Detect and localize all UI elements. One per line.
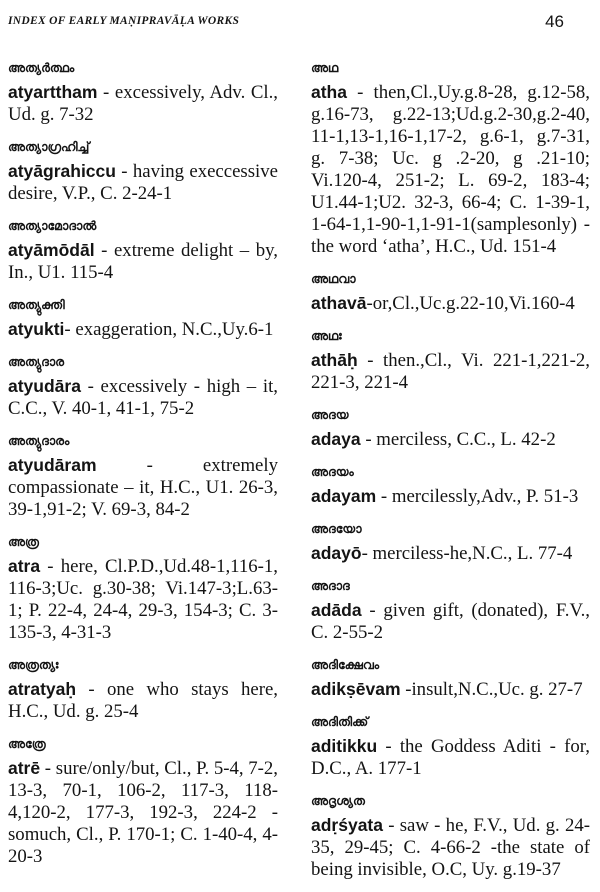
entry-definition [8,757,278,868]
definition-text: - saw - he, F.V., Ud. g. 24-35, 29-45; C. 4-66-2 -the state of being invisible, O.C, Uy. g.19-37 [311,815,590,880]
transliterated-term: atyukti [8,319,65,339]
transliterated-term: adāda [311,600,362,620]
definition-text: - having execcessive desire, V.P., C. 2-24-1 [8,161,278,204]
entry-definition [311,542,590,565]
dictionary-entry [8,58,278,126]
dictionary-entry [311,712,590,780]
malayalam-headword: അഥ [311,60,339,75]
entry-definition [8,454,278,521]
definition-text: - the Goddess Aditi - for, D.C., A. 177-1 [311,736,590,779]
entry-definition [311,814,590,881]
transliterated-term: atratyaḥ [8,679,77,699]
malayalam-headword: അദൃശ്യത [311,793,365,808]
definition-text: - merciless, C.C., L. 42-2 [360,429,556,450]
definition-text: - exaggeration, N.C.,Uy.6-1 [64,319,274,340]
entry-definition [8,239,278,284]
malayalam-headword: അദിക്ഷേവം [311,657,380,672]
definition-text: - excessively - high – it, C.C., V. 40-1, 41-1, 75-2 [8,376,278,419]
dictionary-entry [311,58,590,258]
left-column [8,58,278,879]
definition-text: -insult,N.C.,Uc. g. 27-7 [400,679,583,700]
definition-text: - merciless-he,N.C., L. 77-4 [361,543,573,564]
page-number: 46 [545,12,564,31]
dictionary-entry [8,655,278,723]
definition-text: - one who stays here, H.C., Ud. g. 25-4 [8,679,278,722]
transliterated-term: athavā [311,293,367,313]
transliterated-term: adṛśyata [311,815,383,835]
entry-definition [8,375,278,420]
dictionary-entry [311,791,590,881]
running-title: INDEX OF EARLY MAṆIPRAVĀḶA WORKS [8,15,240,27]
definition-text: - here, Cl.P.D.,Ud.48-1,116-1, 116-3;Uc. g.30-38; Vi.147-3;L.63-1; P. 22-4, 24-4, 29-3, 154-3; C. 3-135-3, 4-31-3 [8,556,278,643]
definition-text: - sure/only/but, Cl., P. 5-4, 7-2, 13-3, 70-1, 106-2, 117-3, 118-4,120-2, 177-3, 192-3, 224-2 -somuch, Cl., P. 170-1; C. 1-40-4, 4-20-3 [8,758,279,867]
entry-definition [8,678,278,723]
definition-text: - then,Cl.,Uy.g.8-28, g.12-58, g.16-73, g.22-13;Ud.g.2-30,g.2-40, 11-1,13-1,16-1,17-2, g.6-1, g.7-31, g. 7-38; Uc. g .2-20, g .21-10; Vi.120-4, 251-2; L. 69-2, 183-4; U1.44-1;U2. 32-3, 66-4; C. 1-39-1, 1-64-1,1-90-1,1-91-1(samplesonly) - the word ‘atha’, H.C., Ud. 151-4 [311,82,590,257]
dictionary-entry [311,462,590,508]
dictionary-entry [8,295,278,341]
transliterated-term: atrē [8,758,41,778]
malayalam-headword: അദിതിക്ക് [311,714,369,729]
malayalam-headword: അത്യാഗ്രഹിച്ച് [8,139,90,154]
malayalam-headword: അഥഃ [311,328,342,343]
right-column [311,58,590,892]
malayalam-headword: അദാദ [311,578,350,593]
dictionary-entry [8,431,278,521]
malayalam-headword: അത്രത്യഃ [8,657,59,672]
definition-text: - mercilessly,Adv., P. 51-3 [376,486,579,507]
dictionary-entry [311,269,590,315]
entry-definition [311,81,590,258]
entry-definition [8,318,278,341]
transliterated-term: adayō [311,543,362,563]
definition-text: -or,Cl.,Uc.g.22-10,Vi.160-4 [366,293,575,314]
entry-definition [311,599,590,644]
transliterated-term: atyāmōdāl [8,240,95,260]
dictionary-entry [311,576,590,644]
dictionary-entry [311,519,590,565]
entry-definition [311,349,590,394]
entry-definition [8,81,278,126]
malayalam-headword: അദയം [311,464,354,479]
entry-definition [8,160,278,205]
dictionary-entry [8,734,278,868]
transliterated-term: atyarttham [8,82,98,102]
malayalam-headword: അത്യർത്ഥം [8,60,75,75]
dictionary-entry [311,326,590,394]
transliterated-term: atyudāra [8,376,81,396]
transliterated-term: adikṣēvam [311,679,401,699]
malayalam-headword: അത്യുദാരം [8,433,70,448]
malayalam-headword: അത്രേ [8,736,46,751]
transliterated-term: atra [8,556,41,576]
dictionary-entry [8,137,278,205]
transliterated-term: atyāgrahiccu [8,161,116,181]
entry-definition [311,428,590,451]
definition-text: - then.,Cl., Vi. 221-1,221-2, 221-3, 221-4 [311,350,590,393]
dictionary-entry [8,216,278,284]
transliterated-term: adayam [311,486,377,506]
definition-text: - extremely compassionate – it, H.C., U1. 26-3, 39-1,91-2; V. 69-3, 84-2 [8,455,278,520]
dictionary-entry [311,655,590,701]
transliterated-term: atyudāram [8,455,97,475]
malayalam-headword: അത്യുക്തി [8,297,65,312]
definition-text: - given gift, (donated), F.V., C. 2-55-2 [311,600,590,643]
definition-text: - excessively, Adv. Cl., Ud. g. 7-32 [8,82,278,125]
entry-definition [8,555,278,644]
entry-definition [311,485,590,508]
dictionary-entry [8,352,278,420]
malayalam-headword: അദയോ [311,521,362,536]
malayalam-headword: അഥവാ [311,271,356,286]
entry-definition [311,678,590,701]
dictionary-entry [8,532,278,644]
transliterated-term: aditikku [311,736,378,756]
entry-definition [311,735,590,780]
malayalam-headword: അത്യാമോദാൽ [8,218,97,233]
definition-text: - extreme delight – by, In., U1. 115-4 [8,240,278,283]
transliterated-term: atha [311,82,347,102]
entry-definition [311,292,590,315]
transliterated-term: athāḥ [311,350,358,370]
page-header [8,12,592,36]
transliterated-term: adaya [311,429,361,449]
malayalam-headword: അത്യുദാര [8,354,65,369]
malayalam-headword: അദയ [311,407,349,422]
malayalam-headword: അത്ര [8,534,39,549]
dictionary-entry [311,405,590,451]
